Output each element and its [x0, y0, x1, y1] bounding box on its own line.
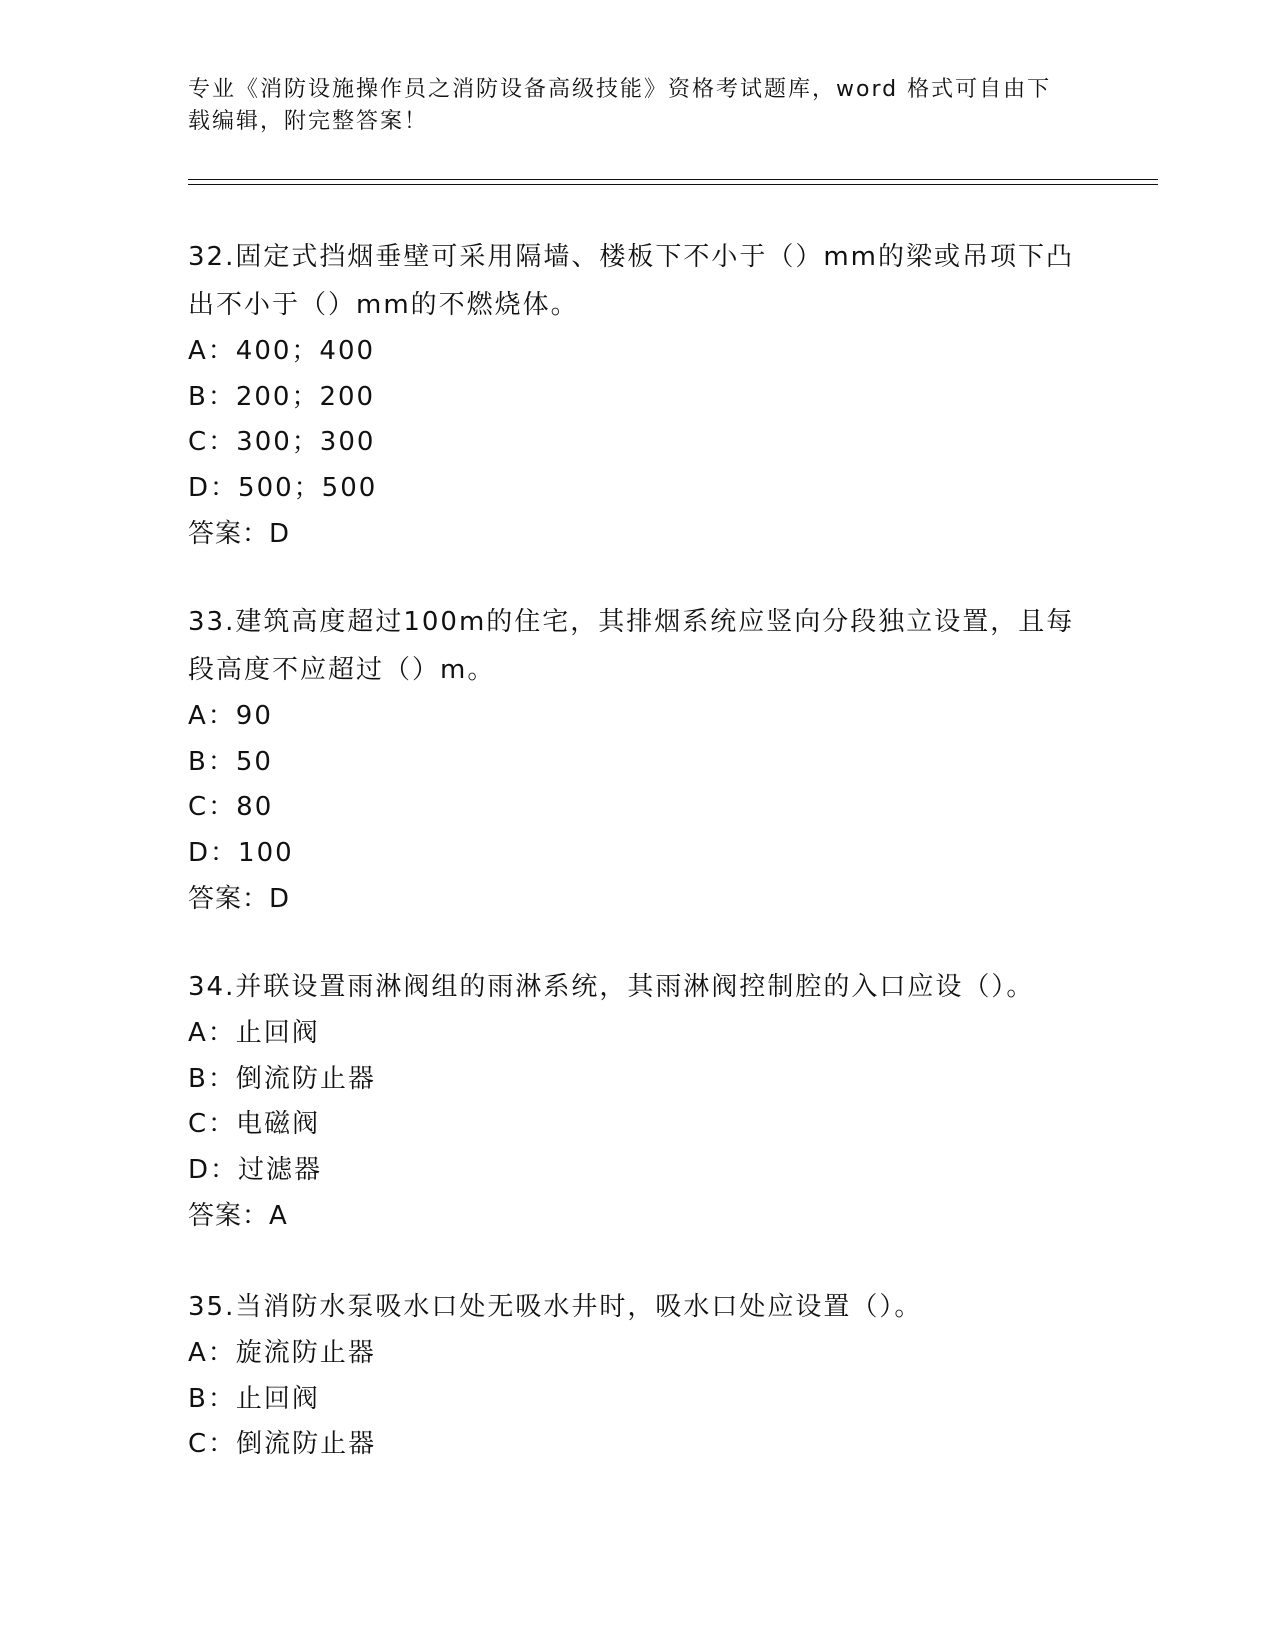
option-d: D：500；500: [188, 473, 378, 504]
option-a: A：旋流防止器: [188, 1338, 376, 1368]
option-b: B：倒流防止器: [188, 1063, 376, 1094]
option-c: C：电磁阀: [188, 1109, 321, 1140]
header-divider-top: [188, 179, 1158, 180]
answer-value: D: [269, 518, 291, 549]
option-a: A：止回阀: [188, 1018, 320, 1048]
option-b: B：200；200: [188, 381, 376, 412]
document-header: 专业《消防设施操作员之消防设备高级技能》资格考试题库，word 格式可自由下载编辑，附完整答案！: [188, 77, 1052, 134]
question-text: 35.当消防水泵吸水口处无吸水井时，吸水口处应设置（）。: [188, 1292, 923, 1322]
question-32: [188, 233, 1078, 558]
option-d: D：过滤器: [188, 1155, 323, 1186]
option-a: A：90: [188, 701, 273, 731]
answer-label: 答案：: [188, 883, 270, 914]
question-34: [188, 963, 1078, 1240]
option-c: C：倒流防止器: [188, 1429, 377, 1460]
answer-line: [188, 512, 1078, 558]
header-divider-bottom: [188, 184, 1158, 185]
option-c: C：80: [188, 792, 274, 823]
answer-label: 答案：: [188, 518, 270, 549]
option-c: C：300；300: [188, 427, 376, 458]
answer-value: A: [269, 1200, 288, 1231]
option-d: D：100: [188, 838, 294, 869]
answer-line: [188, 1194, 1078, 1240]
answer-line: [188, 877, 1078, 923]
answer-value: D: [269, 883, 291, 914]
option-b: B：止回阀: [188, 1383, 320, 1414]
answer-label: 答案：: [188, 1200, 270, 1231]
question-text: 32.固定式挡烟垂壁可采用隔墙、楼板下不小于（）mm的梁或吊项下凸出不小于（）mm的不燃烧体。: [188, 242, 1075, 320]
question-text: 34.并联设置雨淋阀组的雨淋系统，其雨淋阀控制腔的入口应设（）。: [188, 972, 1035, 1002]
question-text: 33.建筑高度超过100m的住宅，其排烟系统应竖向分段独立设置，且每段高度不应超过（）m。: [188, 607, 1075, 685]
question-35: [188, 1283, 1078, 1468]
question-33: [188, 598, 1078, 923]
option-a: A：400；400: [188, 336, 376, 366]
option-b: B：50: [188, 746, 273, 777]
